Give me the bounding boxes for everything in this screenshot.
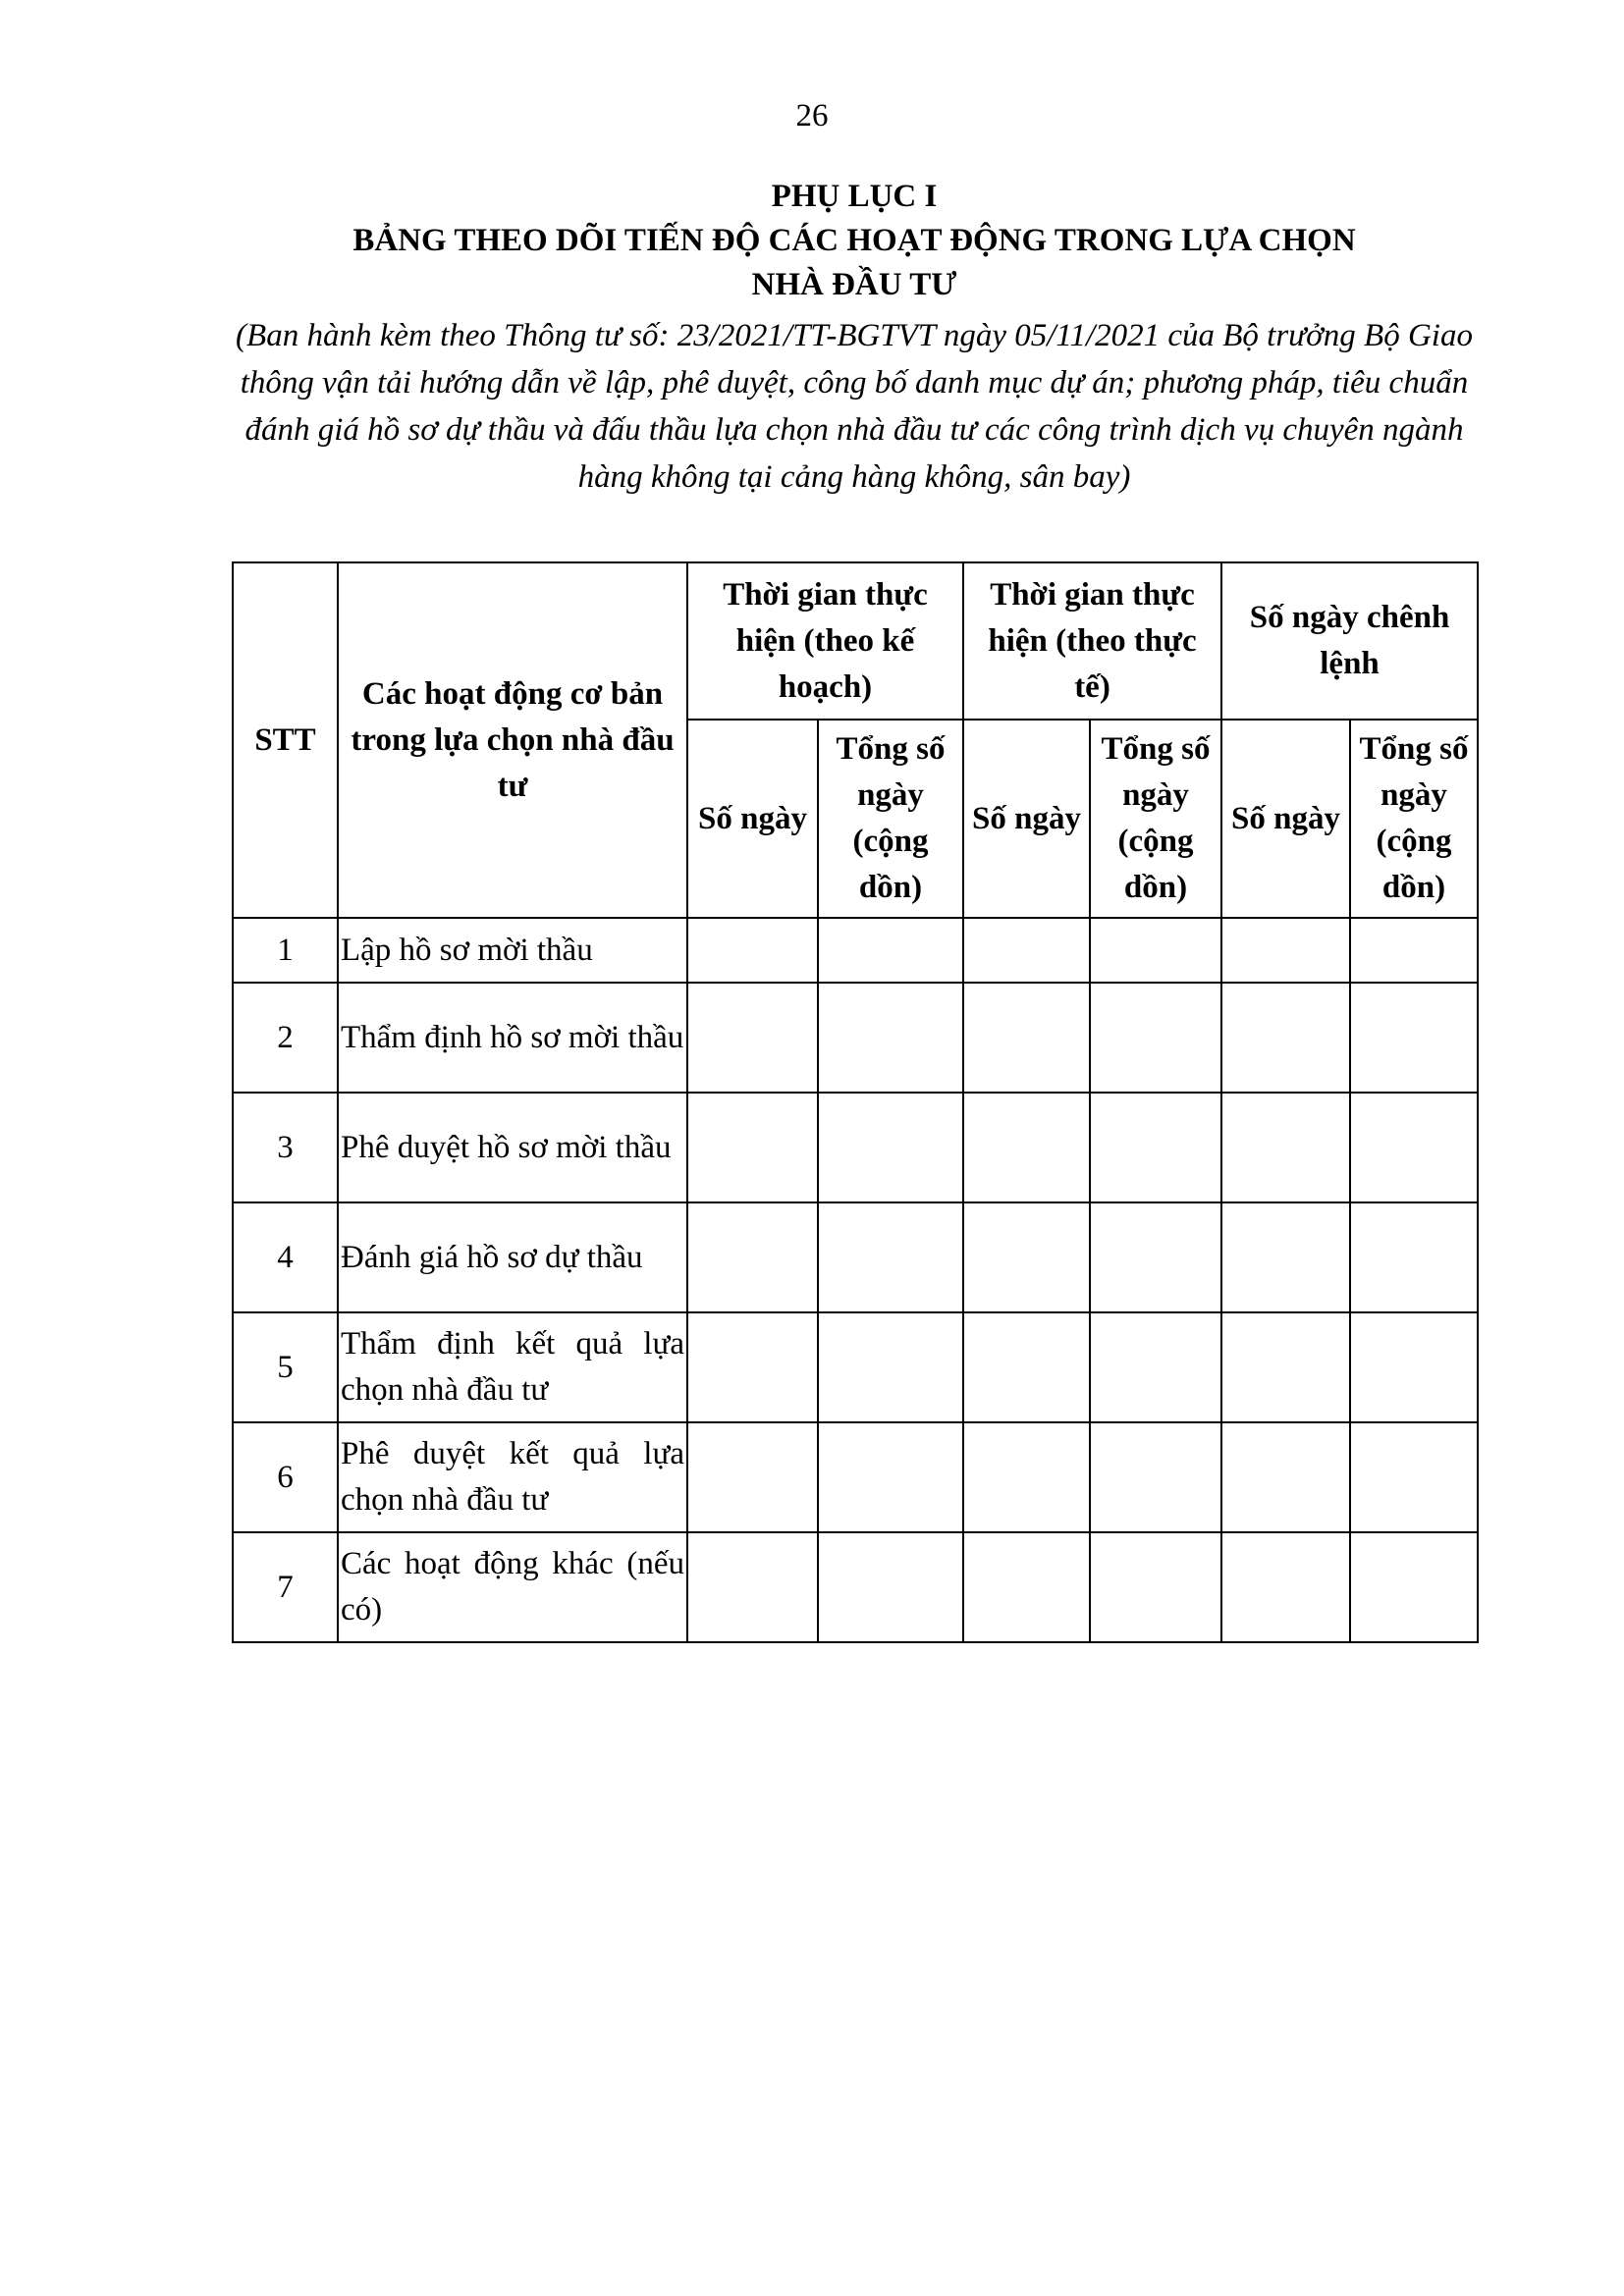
cell-actual-days xyxy=(963,1422,1090,1532)
header-planned-days: Số ngày xyxy=(687,720,818,918)
table-title-line2: NHÀ ĐẦU TƯ xyxy=(751,267,957,302)
cell-difference-days xyxy=(1221,1202,1350,1312)
header-actual-days: Số ngày xyxy=(963,720,1090,918)
table-row xyxy=(233,1093,1478,1202)
cell-difference-total xyxy=(1350,1422,1478,1532)
cell-planned-total xyxy=(818,918,963,983)
header-difference-total: Tổng số ngày (cộng dồn) xyxy=(1350,720,1478,918)
cell-actual-days xyxy=(963,1202,1090,1312)
cell-difference-total xyxy=(1350,1312,1478,1422)
row-activity: Các hoạt động khác (nếu có) xyxy=(338,1532,687,1642)
cell-planned-days xyxy=(687,1202,818,1312)
cell-difference-days xyxy=(1221,918,1350,983)
row-stt: 7 xyxy=(233,1532,338,1642)
cell-planned-total xyxy=(818,1312,963,1422)
table-row xyxy=(233,1202,1478,1312)
cell-actual-days xyxy=(963,983,1090,1093)
appendix-title: PHỤ LỤC I xyxy=(771,179,938,214)
document-title xyxy=(177,175,1532,307)
cell-planned-days xyxy=(687,1532,818,1642)
cell-difference-total xyxy=(1350,1093,1478,1202)
cell-actual-total xyxy=(1090,1202,1221,1312)
row-activity: Thẩm định hồ sơ mời thầu xyxy=(338,983,687,1093)
table-row xyxy=(233,1532,1478,1642)
cell-planned-total xyxy=(818,1532,963,1642)
cell-difference-total xyxy=(1350,1532,1478,1642)
cell-planned-days xyxy=(687,983,818,1093)
row-activity: Lập hồ sơ mời thầu xyxy=(338,918,687,983)
cell-actual-total xyxy=(1090,1422,1221,1532)
row-stt: 5 xyxy=(233,1312,338,1422)
cell-difference-days xyxy=(1221,1422,1350,1532)
cell-actual-days xyxy=(963,918,1090,983)
document-subtitle: (Ban hành kèm theo Thông tư số: 23/2021/TT-BGTVT ngày 05/11/2021 của Bộ trưởng Bộ Giao thông vận tải hướng dẫn về lập, phê duyệt, công bố danh mục dự án; phương pháp, tiêu chuẩn đánh giá hồ sơ dự thầu và đấu thầu lựa chọn nhà đầu tư các công trình dịch vụ chuyên ngành hàng không tại cảng hàng không, sân bay) xyxy=(236,318,1473,495)
row-stt: 3 xyxy=(233,1093,338,1202)
cell-planned-days xyxy=(687,918,818,983)
header-planned-total: Tổng số ngày (cộng dồn) xyxy=(818,720,963,918)
header-planned-time: Thời gian thực hiện (theo kế hoạch) xyxy=(687,562,963,720)
cell-difference-days xyxy=(1221,983,1350,1093)
header-stt: STT xyxy=(233,562,338,918)
header-actual-time: Thời gian thực hiện (theo thực tế) xyxy=(963,562,1221,720)
row-activity: Thẩm định kết quả lựa chọn nhà đầu tư xyxy=(338,1312,687,1422)
table-title-line1: BẢNG THEO DÕI TIẾN ĐỘ CÁC HOẠT ĐỘNG TRONG LỰA CHỌN xyxy=(352,223,1356,258)
cell-actual-days xyxy=(963,1532,1090,1642)
cell-planned-days xyxy=(687,1422,818,1532)
cell-difference-total xyxy=(1350,983,1478,1093)
row-stt: 4 xyxy=(233,1202,338,1312)
row-activity: Đánh giá hồ sơ dự thầu xyxy=(338,1202,687,1312)
cell-actual-total xyxy=(1090,983,1221,1093)
header-activity: Các hoạt động cơ bản trong lựa chọn nhà đầu tư xyxy=(338,562,687,918)
progress-tracking-table xyxy=(232,561,1479,1643)
row-stt: 6 xyxy=(233,1422,338,1532)
row-stt: 1 xyxy=(233,918,338,983)
row-activity: Phê duyệt hồ sơ mời thầu xyxy=(338,1093,687,1202)
cell-planned-total xyxy=(818,1202,963,1312)
cell-difference-days xyxy=(1221,1312,1350,1422)
row-activity: Phê duyệt kết quả lựa chọn nhà đầu tư xyxy=(338,1422,687,1532)
cell-difference-total xyxy=(1350,918,1478,983)
header-difference-days-count: Số ngày xyxy=(1221,720,1350,918)
table-row xyxy=(233,918,1478,983)
row-stt: 2 xyxy=(233,983,338,1093)
cell-planned-total xyxy=(818,1422,963,1532)
table-row xyxy=(233,1312,1478,1422)
cell-planned-total xyxy=(818,1093,963,1202)
header-actual-total: Tổng số ngày (cộng dồn) xyxy=(1090,720,1221,918)
cell-planned-days xyxy=(687,1093,818,1202)
cell-actual-days xyxy=(963,1312,1090,1422)
table-row xyxy=(233,1422,1478,1532)
cell-difference-days xyxy=(1221,1532,1350,1642)
table-row xyxy=(233,983,1478,1093)
cell-actual-total xyxy=(1090,1093,1221,1202)
cell-actual-total xyxy=(1090,918,1221,983)
header-difference-days: Số ngày chênh lệnh xyxy=(1221,562,1478,720)
cell-difference-total xyxy=(1350,1202,1478,1312)
cell-actual-total xyxy=(1090,1312,1221,1422)
cell-difference-days xyxy=(1221,1093,1350,1202)
cell-planned-days xyxy=(687,1312,818,1422)
cell-planned-total xyxy=(818,983,963,1093)
cell-actual-total xyxy=(1090,1532,1221,1642)
page-number: 26 xyxy=(795,98,829,133)
cell-actual-days xyxy=(963,1093,1090,1202)
